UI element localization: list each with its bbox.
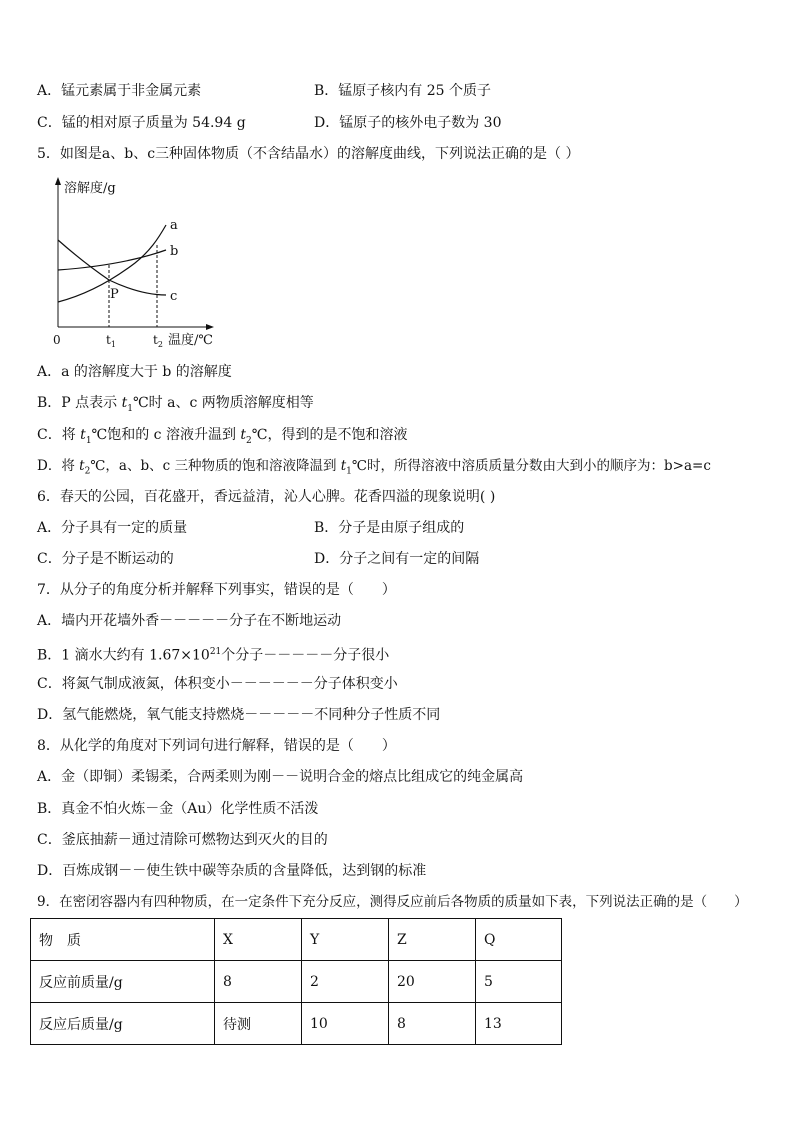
q5-stem: 5．如图是a、b、c三种固体物质（不含结晶水）的溶解度曲线，下列说法正确的是（ ）	[37, 146, 580, 162]
q7-option-a: A．墙内开花墙外香－－－－－分子在不断地运动	[37, 613, 342, 629]
table-cell: 8	[215, 961, 302, 1003]
solubility-curve-graph	[40, 175, 220, 350]
q6-option-c: C．分子是不断运动的	[37, 551, 174, 567]
q7-option-c: C．将氮气制成液氮，体积变小－－－－－－分子体积变小	[37, 676, 398, 692]
x-axis-label: 温度/℃	[168, 333, 213, 348]
q5-option-c: C．将 $t_1℃$饱和的 c 溶液升温到 $t_2℃$，得到的是不饱和溶液	[37, 427, 408, 446]
q4-option-b: B．锰原子核内有 25 个质子	[314, 83, 492, 99]
x-axis-arrow	[206, 324, 214, 330]
curve-c-label: c	[170, 289, 178, 304]
q5-option-b: B．P 点表示 $t_1℃$时 a、c 两物质溶解度相等	[37, 395, 314, 414]
curve-a-label: a	[170, 218, 178, 233]
q4-option-d: D．锰原子的核外电子数为 30	[314, 115, 502, 131]
q4-option-c: C．锰的相对原子质量为 54.94 g	[37, 115, 246, 131]
table-header-cell: 物 质	[31, 919, 215, 961]
q7-option-b: B．1 滴水大约有 $1.67\times 10^{21}$个分子－－－－－分子很小	[37, 647, 390, 664]
origin-label: 0	[53, 333, 61, 347]
curve-b	[58, 250, 166, 270]
y-axis-arrow	[55, 177, 61, 185]
table-cell: 反应前质量/g	[31, 961, 215, 1003]
q6-option-d: D．分子之间有一定的间隔	[314, 551, 480, 567]
q7-stem: 7．从分子的角度分析并解释下列事实，错误的是（ ）	[37, 582, 396, 598]
table-cell: 20	[389, 961, 476, 1003]
table-header-cell: Z	[389, 919, 476, 961]
table-cell: 5	[476, 961, 562, 1003]
q5-option-a: A．a 的溶解度大于 b 的溶解度	[37, 364, 232, 380]
t2-tick-label: $t_2$	[153, 333, 163, 349]
q5-option-d: D．将 $t_2℃$，a、b、c 三种物质的饱和溶液降温到 $t_1℃$时，所得溶液中溶质质量分数由大到小的顺序为：b>a=c	[37, 458, 711, 477]
mass-table	[30, 918, 562, 1045]
table-cell: 8	[389, 1003, 476, 1045]
q6-option-a: A．分子具有一定的质量	[37, 520, 188, 536]
table-row	[31, 1003, 562, 1045]
q7-option-d: D．氢气能燃烧，氧气能支持燃烧－－－－－不同种分子性质不同	[37, 707, 441, 723]
table-cell: 10	[302, 1003, 389, 1045]
q6-stem: 6．春天的公园，百花盛开，香远益清，沁人心脾。花香四溢的现象说明( )	[37, 489, 496, 505]
q6-option-b: B．分子是由原子组成的	[314, 520, 465, 536]
table-header-row	[31, 919, 562, 961]
table-row	[31, 961, 562, 1003]
table-cell: 2	[302, 961, 389, 1003]
table-cell: 反应后质量/g	[31, 1003, 215, 1045]
table-cell: 待测	[215, 1003, 302, 1045]
table-cell: 13	[476, 1003, 562, 1045]
q8-option-d: D．百炼成钢－－使生铁中碳等杂质的含量降低，达到钢的标准	[37, 863, 427, 879]
curve-b-label: b	[170, 244, 179, 259]
q9-stem: 9．在密闭容器内有四种物质，在一定条件下充分反应，测得反应前后各物质的质量如下表，下列说法正确的是（ ）	[37, 894, 748, 910]
table-header-cell: Q	[476, 919, 562, 961]
q4-option-a: A．锰元素属于非金属元素	[37, 83, 202, 99]
q8-option-c: C．釜底抽薪－通过清除可燃物达到灭火的目的	[37, 832, 328, 848]
point-p-label: P	[110, 287, 119, 302]
table-header-cell: Y	[302, 919, 389, 961]
q8-stem: 8．从化学的角度对下列词句进行解释，错误的是（ ）	[37, 738, 396, 754]
y-axis-label: 溶解度/g	[64, 181, 116, 196]
table-header-cell: X	[215, 919, 302, 961]
q8-option-a: A．金（即铜）柔锡柔，合两柔则为刚－－说明合金的熔点比组成它的纯金属高	[37, 769, 524, 785]
q8-option-b: B．真金不怕火炼－金（Au）化学性质不活泼	[37, 801, 319, 817]
t1-tick-label: $t_1$	[106, 333, 116, 349]
